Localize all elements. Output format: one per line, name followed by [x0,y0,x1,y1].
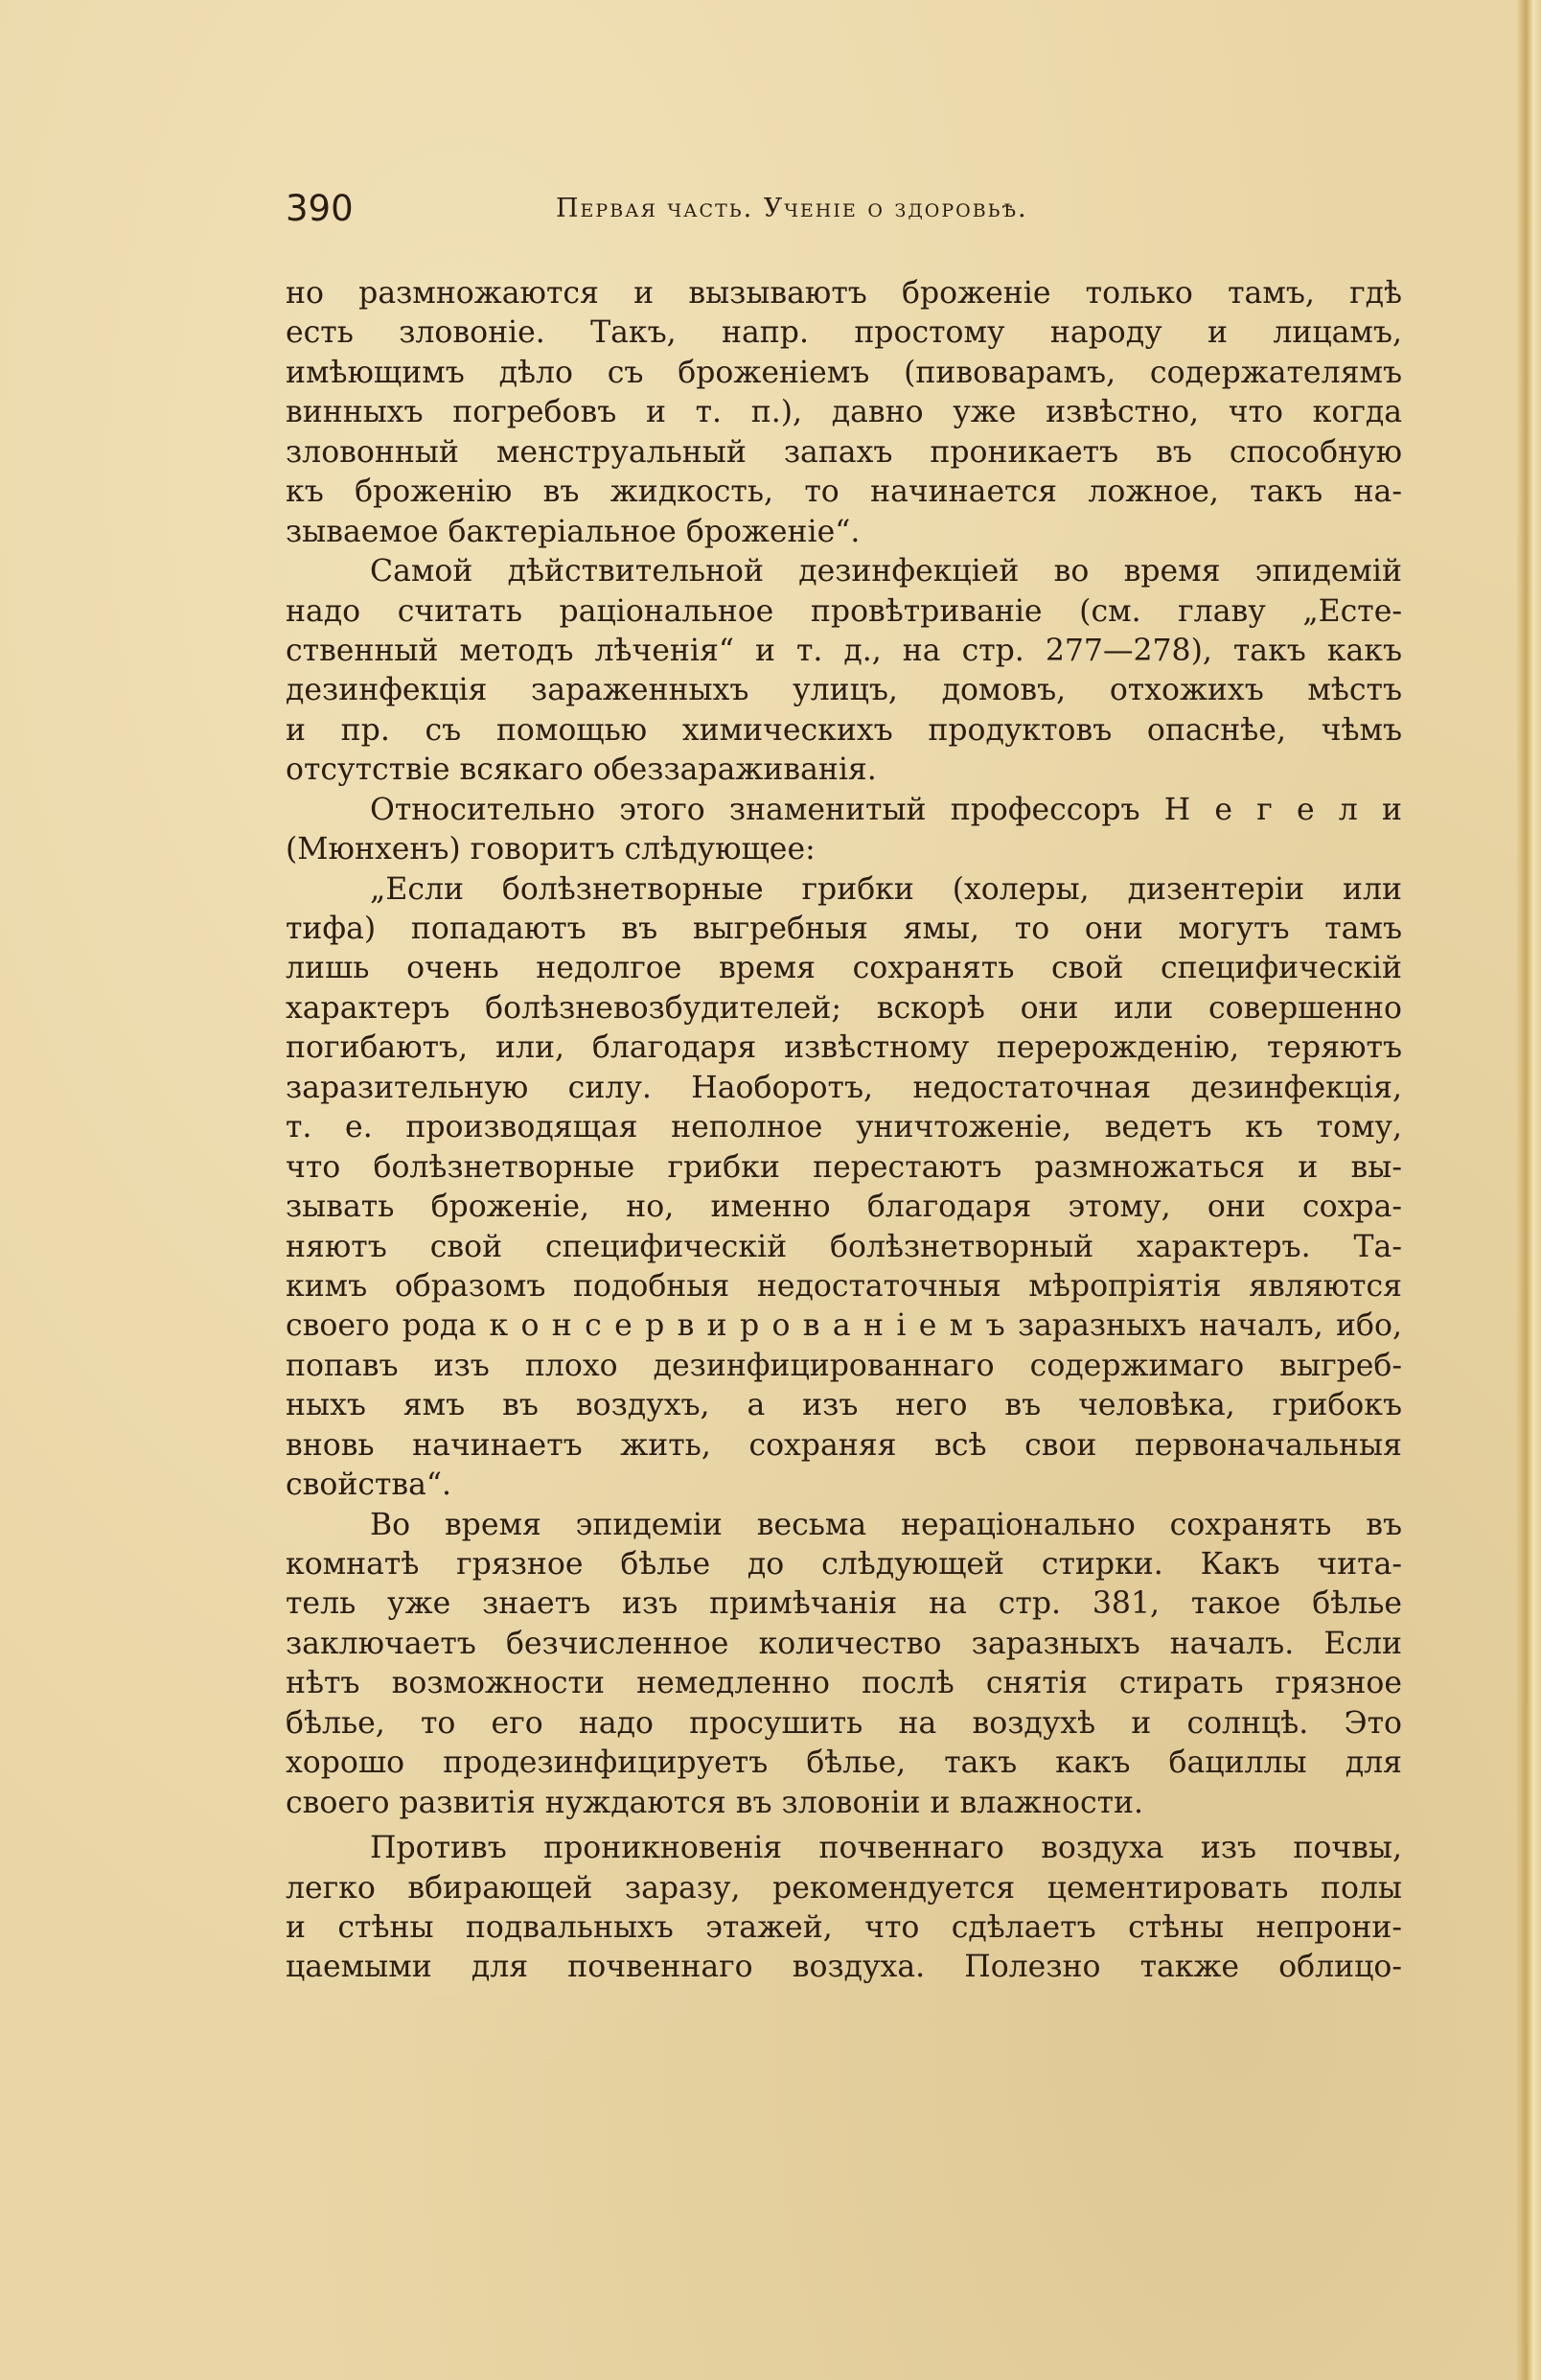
text-line: хорошо продезинфицируетъ бѣлье, такъ какъ бациллы для [286,1745,1402,1781]
text-line: заключаетъ безчисленное количество заразныхъ началъ. Если [286,1626,1402,1661]
text-line: ныхъ ямъ въ воздухъ, а изъ него въ человѣка, грибокъ [286,1388,1402,1423]
text-line: Во время эпидеміи весьма нераціонально сохранять въ [370,1507,1402,1542]
text-line: кимъ образомъ подобныя недостаточныя мѣропріятія являются [286,1268,1402,1304]
text-line: попавъ изъ плохо дезинфицированнаго содержимаго выгреб- [286,1348,1402,1383]
text-line: вновь начинаетъ жить, сохраняя всѣ свои первоначальныя [286,1427,1402,1463]
text-line: есть зловоніе. Такъ, напр. простому народу и лицамъ, [286,315,1402,351]
paragraph [286,552,1402,791]
text-line: тифа) попадаютъ въ выгребныя ямы, то они могутъ тамъ [286,912,1402,946]
text-line: надо считать раціональное провѣтриваніе (см. главу „Есте- [286,593,1402,629]
paragraph [286,274,1402,552]
text-line: нѣтъ возможности немедленно послѣ снятія стирать грязное [286,1666,1402,1701]
text-line: легко вбирающей заразу, рекомендуется цементировать полы [286,1870,1402,1906]
text-line: своего развитія нуждаются въ зловоніи и влажности. [286,1785,1144,1820]
body-text [286,274,1402,1988]
text-line: няютъ свой специфическій болѣзнетворный характеръ. Та- [286,1229,1402,1264]
text-line: бѣлье, то его надо просушить на воздухѣ и солнцѣ. Это [286,1705,1402,1741]
text-line: имѣющимъ дѣло съ броженіемъ (пивоварамъ, содержателямъ [286,355,1402,390]
text-line: отсутствіе всякаго обеззараживанія. [286,752,877,788]
text-line: винныхъ погребовъ и т. п.), давно уже извѣстно, что когда [286,395,1402,430]
text-line: цаемыми для почвеннаго воздуха. Полезно также облицо- [286,1950,1402,1985]
text-line: тель уже знаетъ изъ примѣчанія на стр. 381, такое бѣлье [286,1586,1402,1622]
quotation-paragraph [286,870,1402,1506]
text-line: лишь очень недолгое время сохранять свой специфическій [286,951,1402,986]
text-line: Относительно этого знаменитый профессоръ Н е г е л и [370,792,1402,827]
text-line: (Мюнхенъ) говоритъ слѣдующее: [286,832,816,867]
text-line: но размножаются и вызываютъ броженіе только тамъ, гдѣ [286,276,1402,311]
text-line: Противъ проникновенія почвеннаго воздуха изъ почвы, [370,1831,1402,1866]
text-line: зловонный менструальный запахъ проникаетъ въ способную [286,434,1402,470]
text-line: зывать броженіе, но, именно благодаря этому, они сохра- [286,1190,1402,1225]
text-line: „Если болѣзнетворные грибки (холеры, дизентеріи или [370,871,1402,907]
paragraph [286,791,1402,870]
text-line: т. е. производящая неполное уничтоженіе, ведетъ къ тому, [286,1110,1402,1145]
text-line: что болѣзнетворные грибки перестаютъ размножаться и вы- [286,1149,1402,1185]
text-line: характеръ болѣзневозбудителей; вскорѣ они или совершенно [286,990,1402,1026]
text-line: ственный методъ лѣченія“ и т. д., на стр. 277—278), такъ какъ [286,633,1402,668]
text-line: комнатѣ грязное бѣлье до слѣдующей стирки. Какъ чита- [286,1547,1402,1582]
paragraph [286,1506,1402,1824]
text-line: и стѣны подвальныхъ этажей, что сдѣлаетъ стѣны непрони- [286,1909,1402,1945]
text-line: свойства“. [286,1467,452,1503]
text-line: зываемое бактеріальное броженіе“. [286,514,861,549]
text-line: къ броженію въ жидкость, то начинается ложное, такъ на- [286,474,1402,510]
text-line: Самой дѣйствительной дезинфекціей во время эпидемій [370,554,1402,589]
text-line: и пр. съ помощью химическихъ продуктовъ опаснѣе, чѣмъ [286,712,1402,748]
paragraph [286,1829,1402,1988]
text-line: своего рода к о н с е р в и р о в а н і е м ъ заразныхъ началъ, ибо, [286,1308,1402,1344]
page-header [286,184,1263,234]
text-line: дезинфекція зараженныхъ улицъ, домовъ, отхожихъ мѣстъ [286,673,1402,708]
page-number: 390 [286,188,354,229]
page-edge [1516,0,1541,2380]
running-head: Первая часть. Ученіе о здоровьѣ. [556,194,1028,223]
text-line: заразительную силу. Наоборотъ, недостаточная дезинфекція, [286,1070,1402,1105]
text-line: погибаютъ, или, благодаря извѣстному перерожденію, теряютъ [286,1030,1402,1066]
